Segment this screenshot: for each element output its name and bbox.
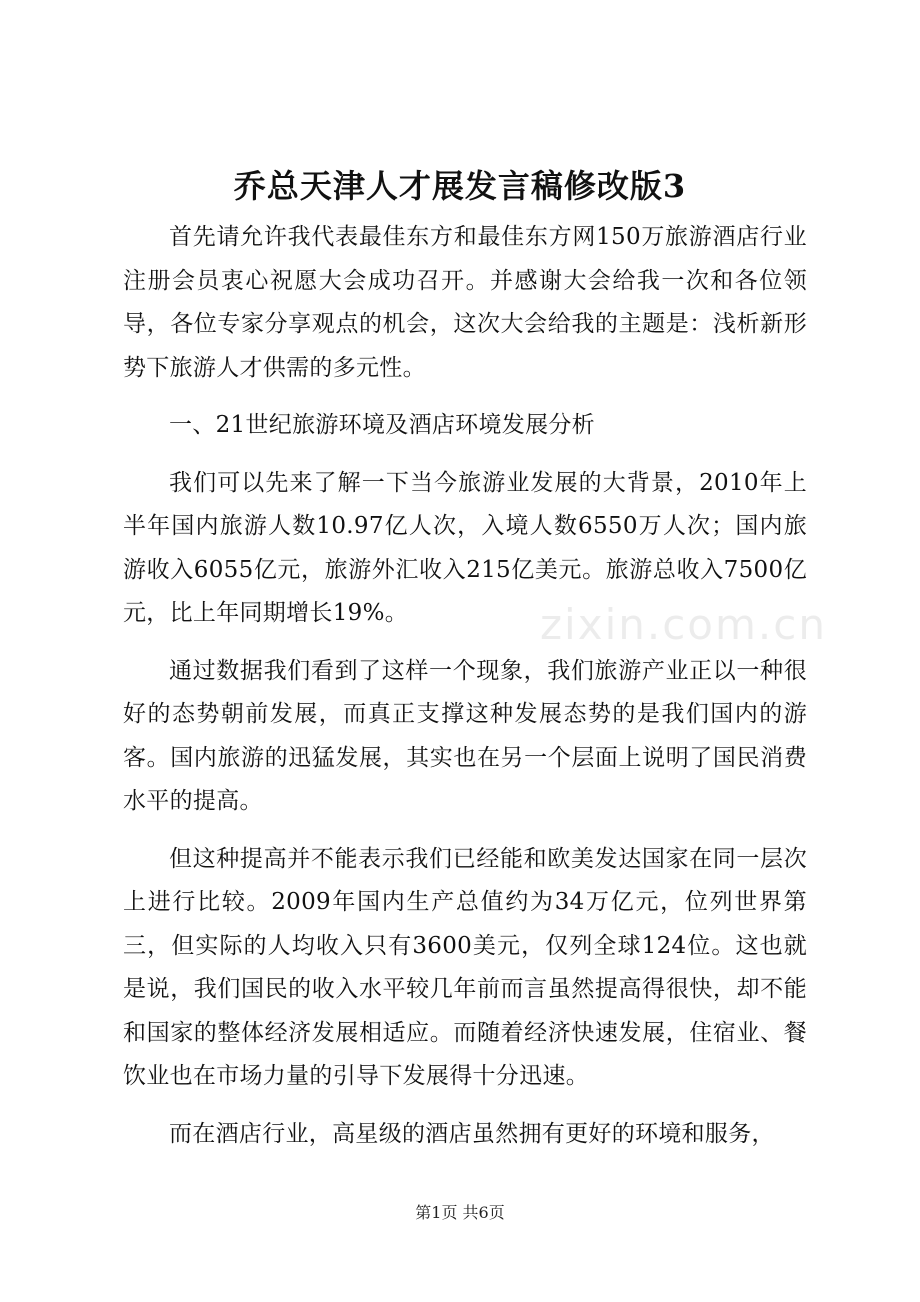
page-footer: 第1页 共6页 (415, 1203, 505, 1222)
document-title: 乔总天津人才展发言稿修改版3 (233, 167, 687, 205)
paragraph: 但这种提高并不能表示我们已经能和欧美发达国家在同一层次上进行比较。2009年国内生产总值约为34万亿元，位列世界第三，但实际的人均收入只有3600美元，仅列全球124位。这也就是说，我们国民的收入水平较几年前而言虽然提高得很快，却不能和国家的整体经济发展相适应。而随着经济快速发展，住宿业、餐饮业也在市场力量的引导下发展得十分迅速。 (123, 845, 807, 1089)
paragraph: 首先请允许我代表最佳东方和最佳东方网150万旅游酒店行业注册会员衷心祝愿大会成功召开。并感谢大会给我一次和各位领导，各位专家分享观点的机会，这次大会给我的主题是：浅析新形势下旅游人才供需的多元性。 (123, 224, 807, 381)
paragraph: 而在酒店行业，高星级的酒店虽然拥有更好的环境和服务， (169, 1120, 775, 1147)
paragraph: 我们可以先来了解一下当今旅游业发展的大背景，2010年上半年国内旅游人数10.97亿人次，入境人数6550万人次；国内旅游收入6055亿元，旅游外汇收入215亿美元。旅游总收入7500亿元，比上年同期增长19%。 (123, 469, 807, 626)
paragraph: 通过数据我们看到了这样一个现象，我们旅游产业正以一种很好的态势朝前发展，而真正支撑这种发展态势的是我们国内的游客。国内旅游的迅猛发展，其实也在另一个层面上说明了国民消费水平的提高。 (123, 657, 807, 814)
watermark: zixin.com.cn (540, 600, 827, 649)
document-body (123, 216, 807, 1170)
section-heading: 一、21世纪旅游环境及酒店环境发展分析 (169, 412, 595, 438)
